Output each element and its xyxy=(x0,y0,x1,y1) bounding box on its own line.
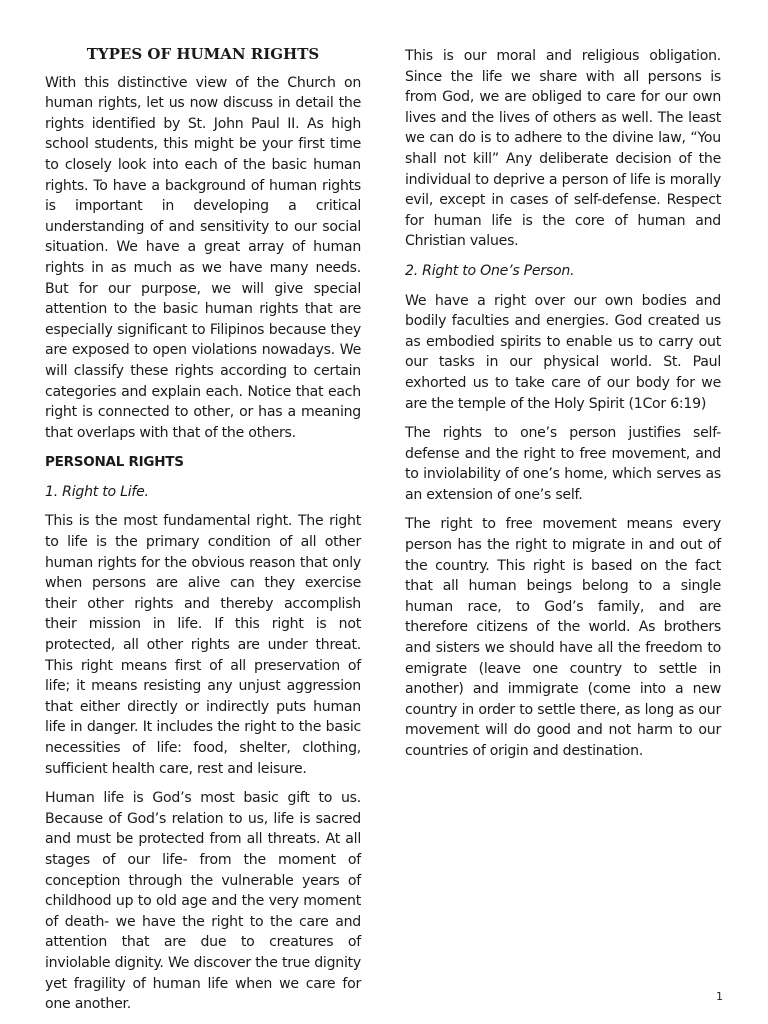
section-heading-personal-rights: PERSONAL RIGHTS xyxy=(45,454,184,471)
intro-paragraph: With this distinctive view of the Church on human rights, let us now discuss in detail the rights identified by St. John Paul II. As high school students, this might be your first time to closely look into each of the basic human rights. To have a background of human rights is important in developing a critical understanding of and sensitivity to our social situation. We have a great array of human rights in as much as we have many needs. But for our purpose, we will give special attention to the basic human rights that are especially significant to Filipinos because they are exposed to open violations nowadays. We will classify these rights according to certain categories and explain each. Notice that each right is connected to other, or has a meaning that overlaps with that of the others. xyxy=(45,74,361,441)
right-to-person-paragraph-2: The rights to one’s person justifies self-defense and the right to free movement, and to inviolability of one’s home, which serves as an extension of one’s self. xyxy=(405,425,721,503)
right-to-life-paragraph-2: Human life is God’s most basic gift to us. Because of God’s relation to us, life is sacred and must be protected from all threats. At all stages of our life- from the moment of conception through the vulnerable years of childhood up to old age and the very moment of death- we have the right to the care and attention that are due to creatures of inviolable dignity. We discover the true dignity yet fragility of human life when we care for one another. xyxy=(45,790,361,1013)
document-title: TYPES OF HUMAN RIGHTS xyxy=(86,45,320,63)
page-number: 1 xyxy=(716,990,723,1003)
right-to-person-paragraph-1: We have a right over our own bodies and bodily faculties and energies. God created us as embodied spirits to enable us to carry out our tasks in our physical world. St. Paul exhorted us to take care of our body for we are the temple of the Holy Spirit (1Cor 6:19) xyxy=(405,292,721,412)
right-to-life-paragraph-1: This is the most fundamental right. The right to life is the primary condition of all other human rights for the obvious reason that only when persons are alive can they exercise their other rights and thereby accomplish their mission in life. If this right is not protected, all other rights are under threat. This right means first of all preservation of life; it means resisting any unjust aggression that either directly or indirectly puts human life in danger. It includes the right to the basic necessities of life: food, shelter, clothing, sufficient health care, rest and leisure. xyxy=(45,513,361,777)
right-column xyxy=(405,46,721,771)
left-column xyxy=(45,44,361,1024)
right-to-person-heading: 2. Right to One’s Person. xyxy=(405,262,575,279)
right-to-life-heading: 1. Right to Life. xyxy=(45,483,149,500)
right-to-life-paragraph-3: This is our moral and religious obligation. Since the life we share with all persons is from God, we are obliged to care for our own lives and the lives of others as well. The least we can do is to adhere to the divine law, “You shall not kill” Any deliberate decision of the individual to deprive a person of life is morally evil, except in cases of self-defense. Respect for human life is the core of human and Christian values. xyxy=(405,48,721,250)
right-to-person-paragraph-3: The right to free movement means every person has the right to migrate in and out of the country. This right is based on the fact that all human beings belong to a single human race, to God’s family, and are therefore citizens of the world. As brothers and sisters we should have all the freedom to emigrate (leave one country to settle in another) and immigrate (come into a new country in order to settle there, as long as our movement will do good and not harm to our countries of origin and destination. xyxy=(405,516,721,759)
